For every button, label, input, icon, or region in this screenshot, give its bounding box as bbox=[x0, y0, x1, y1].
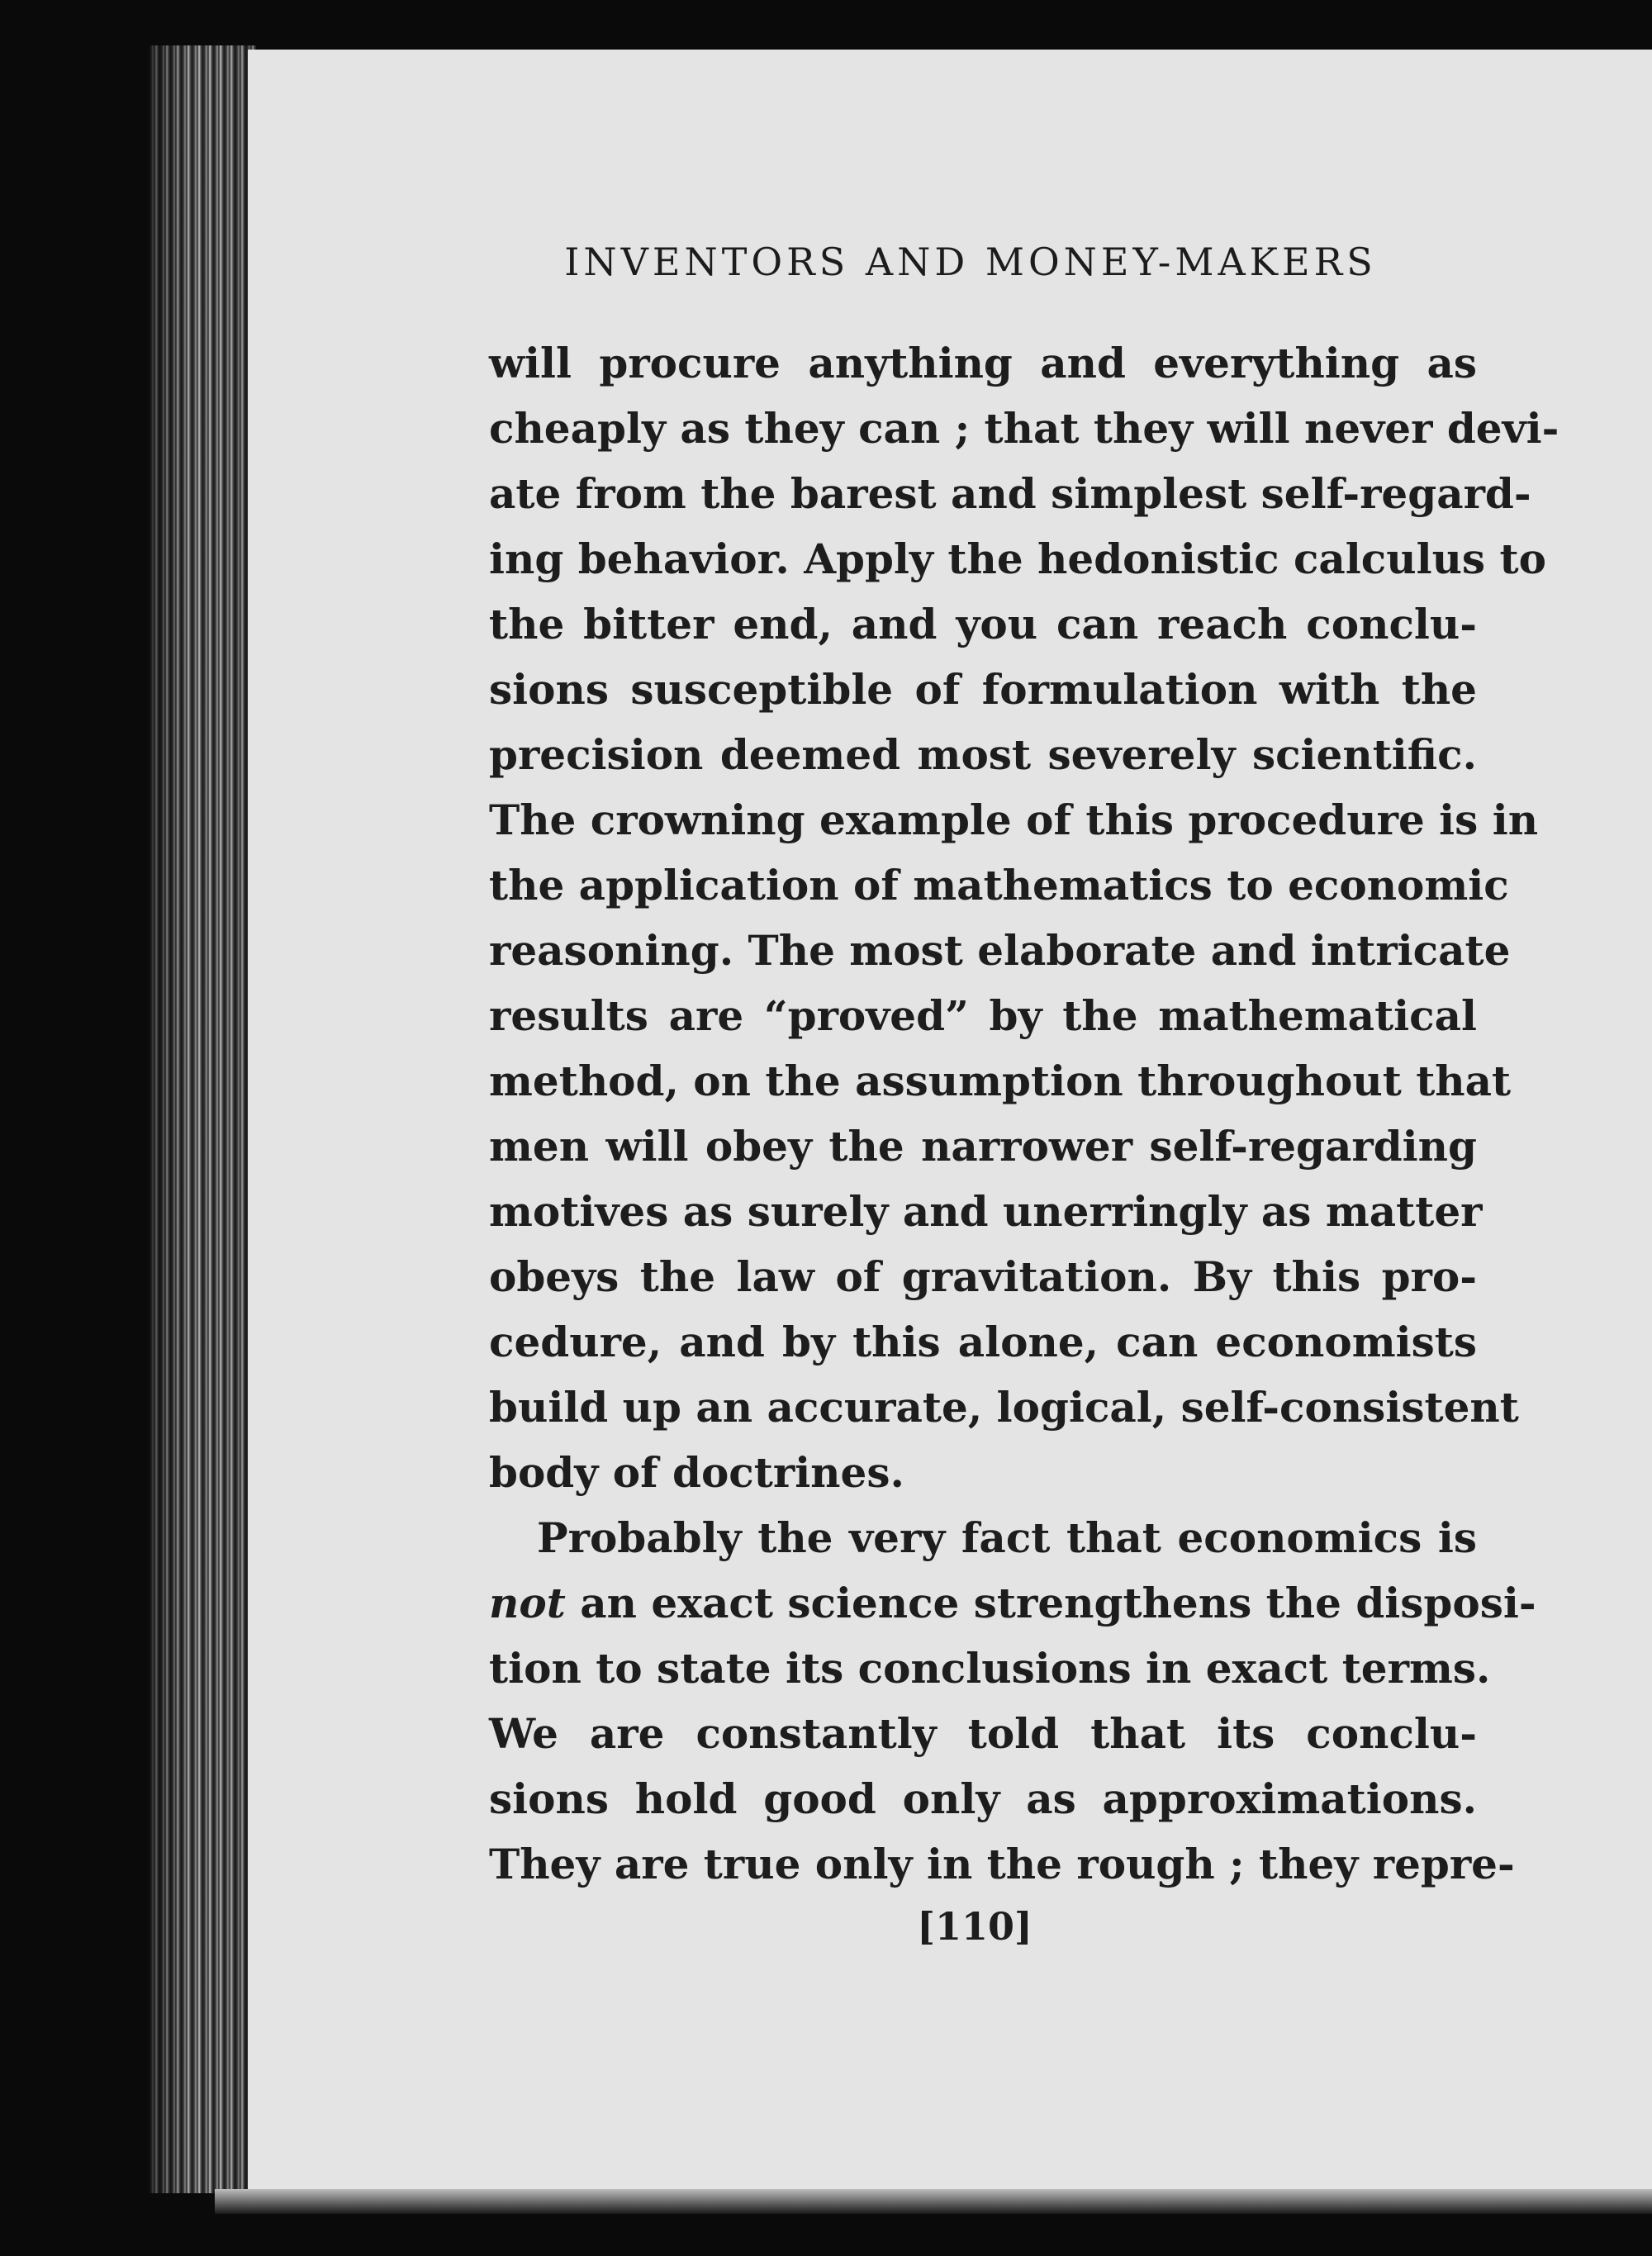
paragraph-start-line: Probably the very fact that economics is bbox=[537, 1513, 1477, 1562]
text-line: precision deemed most severely scientific. bbox=[489, 730, 1477, 779]
text-line: the application of mathematics to economic bbox=[489, 861, 1509, 910]
text-line: method, on the assumption throughout that bbox=[489, 1057, 1512, 1105]
text-line: We are constantly told that its conclu- bbox=[489, 1709, 1477, 1758]
book-page-edges bbox=[149, 45, 256, 2193]
body-text bbox=[489, 330, 1559, 1897]
text-line: cheaply as they can ; that they will never devi- bbox=[489, 404, 1559, 453]
text-line: build up an accurate, logical, self-consistent bbox=[489, 1383, 1519, 1432]
text-line: will procure anything and everything as bbox=[489, 339, 1477, 387]
page-number: [110] bbox=[917, 1904, 1032, 1949]
page-bottom-edge bbox=[215, 2189, 1652, 2214]
text-line: The crowning example of this procedure is in bbox=[489, 796, 1539, 844]
text-line: reasoning. The most elaborate and intricate bbox=[489, 926, 1511, 975]
text-line: motives as surely and unerringly as matter bbox=[489, 1187, 1483, 1236]
text-line-remainder: an exact science strengthens the disposi- bbox=[580, 1579, 1536, 1627]
text-line: They are true only in the rough ; they repre- bbox=[489, 1840, 1515, 1888]
text-line: sions hold good only as approximations. bbox=[489, 1774, 1477, 1823]
text-line: ing behavior. Apply the hedonistic calculus to bbox=[489, 534, 1546, 583]
text-line-with-emphasis bbox=[489, 1570, 1536, 1636]
text-line: cedure, and by this alone, can economists bbox=[489, 1318, 1477, 1366]
emphasis-word: not bbox=[489, 1579, 566, 1627]
text-line: body of doctrines. bbox=[489, 1448, 904, 1497]
text-line: ate from the barest and simplest self-regard- bbox=[489, 469, 1531, 518]
text-line: men will obey the narrower self-regarding bbox=[489, 1122, 1477, 1171]
text-line: tion to state its conclusions in exact terms. bbox=[489, 1644, 1491, 1693]
text-line: the bitter end, and you can reach conclu- bbox=[489, 600, 1477, 648]
text-line: sions susceptible of formulation with the bbox=[489, 665, 1477, 714]
text-line: obeys the law of gravitation. By this pro- bbox=[489, 1252, 1477, 1301]
text-line: results are “proved” by the mathematical bbox=[489, 991, 1477, 1040]
running-head: INVENTORS AND MONEY-MAKERS bbox=[564, 240, 1377, 284]
